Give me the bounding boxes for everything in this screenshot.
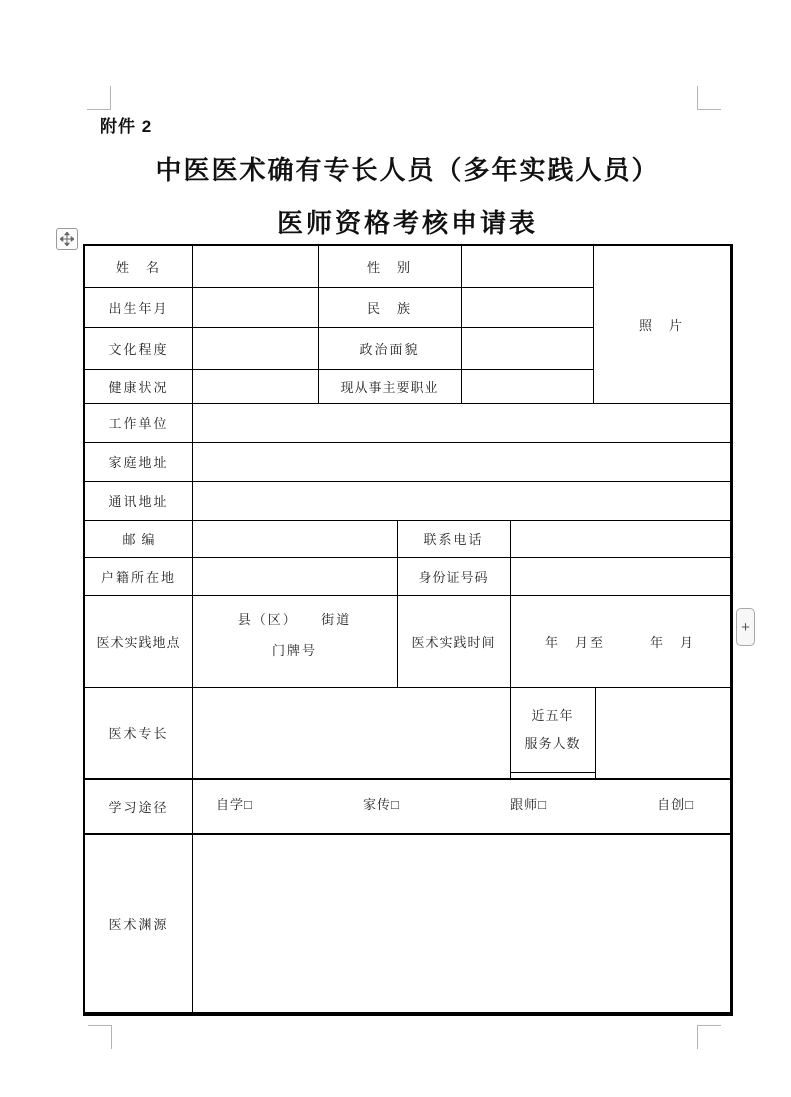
form-title-line2: 医师资格考核申请表 bbox=[276, 208, 538, 238]
service-count-label-line1: 近五年 bbox=[531, 707, 574, 723]
gender-value-cell[interactable] bbox=[461, 246, 593, 287]
id-number-value-cell[interactable] bbox=[510, 557, 730, 595]
gender-label: 性 别 bbox=[366, 260, 412, 275]
margin-mark-bottom-right-v bbox=[697, 1025, 698, 1049]
home-address-label: 家庭地址 bbox=[108, 455, 169, 470]
name-label: 姓 名 bbox=[115, 260, 161, 275]
health-value-cell[interactable] bbox=[192, 369, 318, 403]
postcode-label: 邮编 bbox=[122, 532, 161, 547]
learning-option-self-study[interactable]: 自学□ bbox=[216, 797, 253, 812]
service-count-label bbox=[510, 687, 595, 772]
service-count-label-line2: 服务人数 bbox=[524, 736, 581, 752]
ethnicity-value-cell[interactable] bbox=[461, 287, 593, 327]
service-count-value-cell[interactable] bbox=[595, 687, 730, 778]
work-unit-value-cell[interactable] bbox=[192, 403, 730, 442]
mailing-address-value-cell[interactable] bbox=[192, 481, 730, 520]
margin-mark-bottom-left-h bbox=[88, 1025, 112, 1026]
margin-mark-bottom-left-v bbox=[111, 1025, 112, 1049]
phone-label: 联系电话 bbox=[423, 532, 484, 547]
residence-label: 户籍所在地 bbox=[100, 569, 176, 585]
add-button[interactable] bbox=[736, 608, 755, 646]
practice-place-value-cell[interactable] bbox=[192, 595, 397, 675]
learning-path-options-cell bbox=[192, 780, 730, 833]
table-move-handle[interactable] bbox=[56, 228, 78, 250]
occupation-value-cell[interactable] bbox=[461, 369, 593, 403]
margin-mark-top-left-h bbox=[87, 109, 111, 110]
practice-time-label: 医术实践时间 bbox=[411, 634, 496, 650]
mailing-address-label: 通讯地址 bbox=[108, 494, 169, 509]
learning-option-mentor[interactable]: 跟师□ bbox=[510, 797, 547, 812]
photo-label: 照 片 bbox=[638, 318, 684, 333]
origin-label: 医术渊源 bbox=[108, 917, 169, 932]
health-label: 健康状况 bbox=[108, 379, 169, 395]
learning-option-family[interactable]: 家传□ bbox=[363, 797, 400, 812]
birth-date-value-cell[interactable] bbox=[192, 287, 318, 327]
home-address-value-cell[interactable] bbox=[192, 442, 730, 481]
margin-mark-top-left-v bbox=[110, 86, 111, 110]
specialty-value-cell[interactable] bbox=[192, 687, 510, 778]
name-value-cell[interactable] bbox=[192, 246, 318, 287]
application-form-table bbox=[83, 244, 733, 1016]
ethnicity-label: 民 族 bbox=[366, 300, 412, 316]
id-number-label: 身份证号码 bbox=[418, 569, 489, 585]
political-status-label: 政治面貌 bbox=[359, 341, 420, 357]
practice-place-label: 医术实践地点 bbox=[96, 634, 181, 650]
practice-time-value-cell[interactable]: 年 月至 年 月 bbox=[544, 634, 695, 650]
political-status-value-cell[interactable] bbox=[461, 327, 593, 369]
margin-mark-top-right-v bbox=[697, 86, 698, 110]
birth-date-label: 出生年月 bbox=[108, 300, 169, 316]
margin-mark-top-right-h bbox=[697, 109, 721, 110]
postcode-value-cell[interactable] bbox=[192, 520, 397, 557]
practice-place-hint-line1: 县（区） 街道 bbox=[237, 612, 352, 627]
education-label: 文化程度 bbox=[108, 341, 169, 357]
margin-mark-bottom-right-h bbox=[697, 1025, 721, 1026]
move-icon bbox=[60, 232, 74, 246]
specialty-label: 医术专长 bbox=[108, 726, 169, 741]
work-unit-label: 工作单位 bbox=[108, 416, 169, 431]
attachment-label: 附件 2 bbox=[100, 117, 153, 136]
residence-value-cell[interactable] bbox=[192, 557, 397, 595]
learning-path-label: 学习途径 bbox=[108, 800, 169, 815]
phone-value-cell[interactable] bbox=[510, 520, 730, 557]
origin-value-cell[interactable] bbox=[192, 835, 730, 1012]
plus-icon: + bbox=[741, 618, 750, 636]
education-value-cell[interactable] bbox=[192, 327, 318, 369]
form-title-line1: 中医医术确有专长人员（多年实践人员） bbox=[155, 155, 660, 185]
learning-option-self-created[interactable]: 自创□ bbox=[657, 797, 694, 812]
occupation-label: 现从事主要职业 bbox=[340, 379, 439, 395]
practice-place-hint-line2: 门牌号 bbox=[271, 643, 317, 658]
